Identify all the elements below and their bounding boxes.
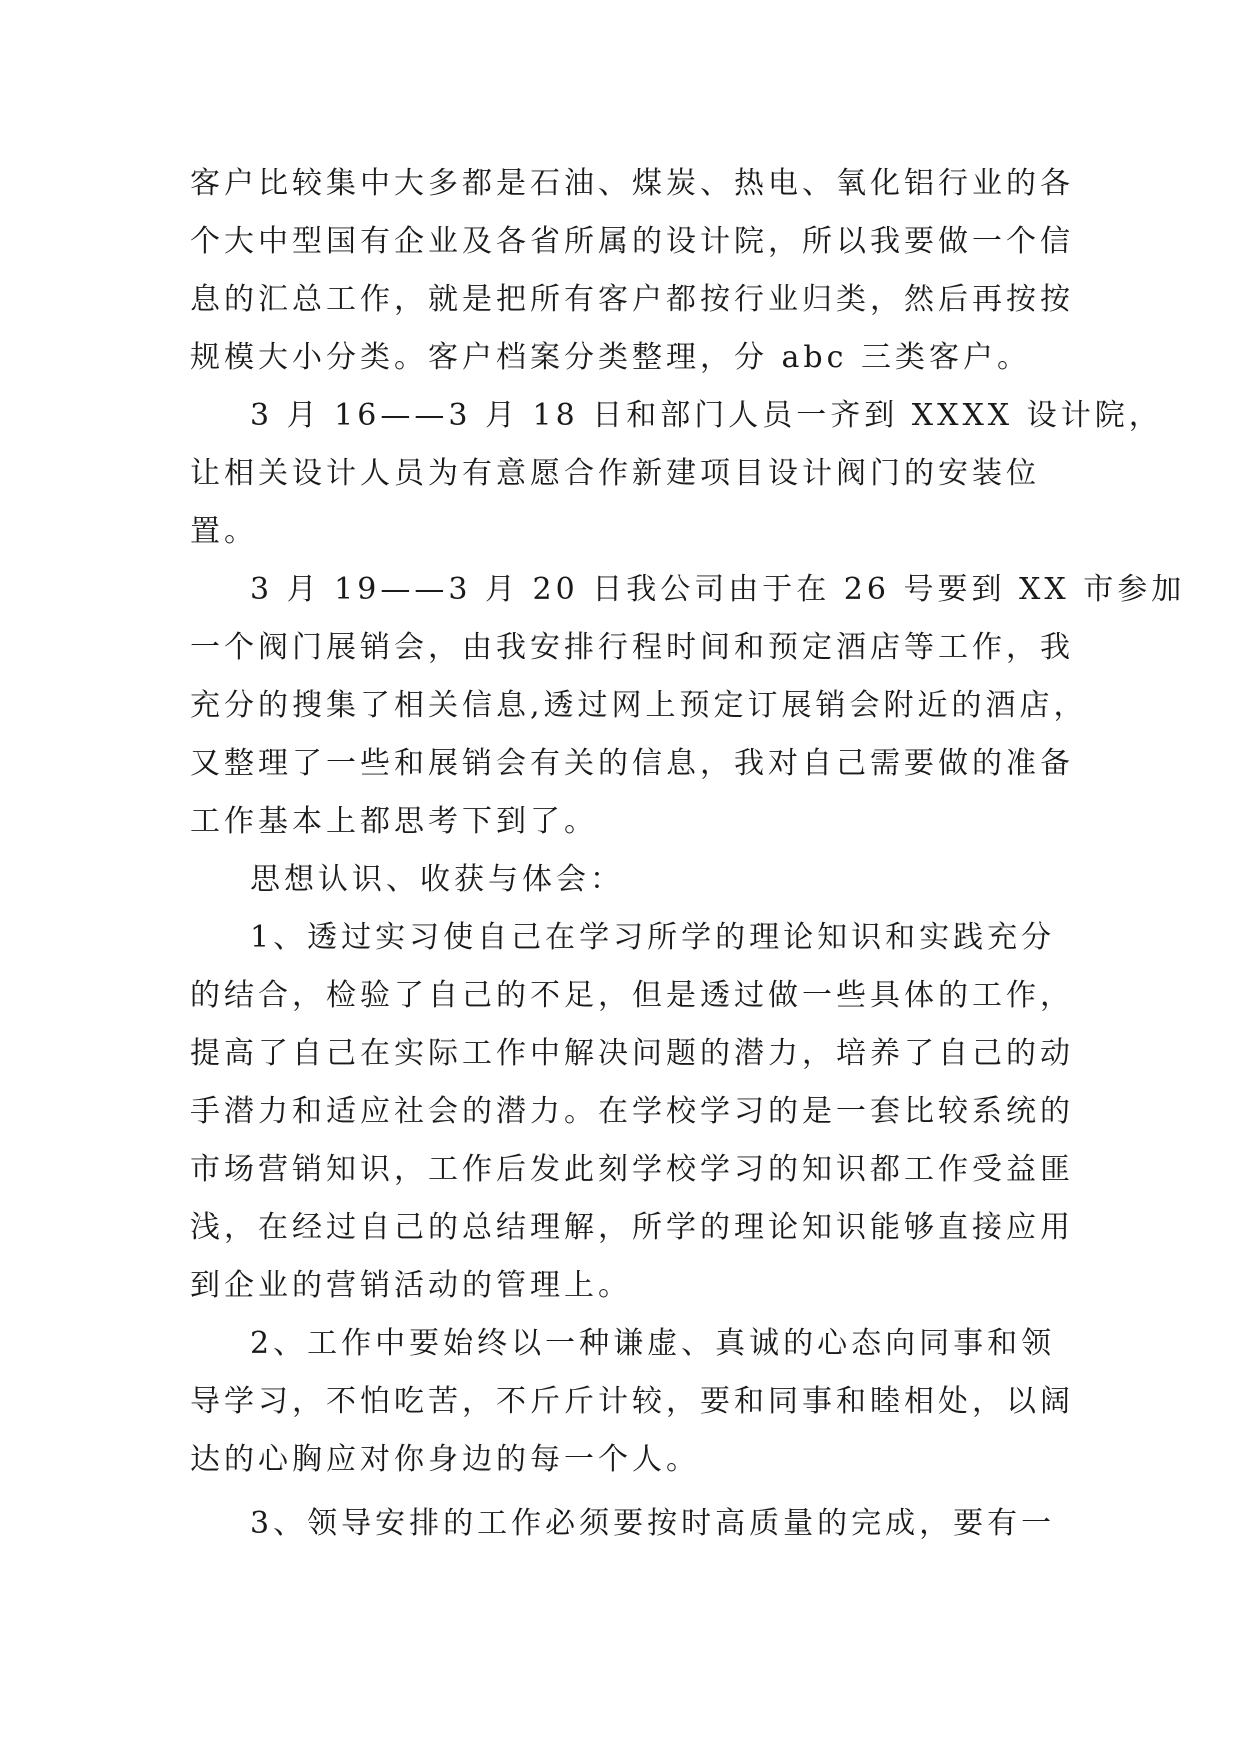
text-line-17: 手潜力和适应社会的潜力。在学校学习的是一套比较系统的 bbox=[190, 1094, 1074, 1129]
text-line-2: 个大中型国有企业及各省所属的设计院，所以我要做一个信 bbox=[190, 224, 1074, 259]
document-body bbox=[190, 155, 1186, 1553]
text-line-5: 3 月 16——3 月 18 日和部门人员一齐到 XXXX 设计院， bbox=[250, 398, 1163, 433]
text-line-23: 达的心胸应对你身边的每一个人。 bbox=[190, 1442, 700, 1477]
text-line-15: 的结合，检验了自己的不足，但是透过做一些具体的工作， bbox=[190, 978, 1074, 1013]
text-line-11: 又整理了一些和展销会有关的信息，我对自己需要做的准备 bbox=[190, 746, 1074, 781]
text-line-7: 置。 bbox=[190, 514, 258, 549]
text-line-4: 规模大小分类。客户档案分类整理，分 abc 三类客户。 bbox=[190, 340, 1031, 375]
text-line-14: 1、透过实习使自己在学习所学的理论知识和实践充分 bbox=[250, 920, 1056, 955]
text-line-22: 导学习，不怕吃苦，不斤斤计较，要和同事和睦相处，以阔 bbox=[190, 1384, 1074, 1419]
text-line-3: 息的汇总工作，就是把所有客户都按行业归类，然后再按按 bbox=[190, 282, 1074, 317]
text-line-16: 提高了自己在实际工作中解决问题的潜力，培养了自己的动 bbox=[190, 1036, 1074, 1071]
text-line-8: 3 月 19——3 月 20 日我公司由于在 26 号要到 XX 市参加 bbox=[250, 572, 1186, 607]
text-line-9: 一个阀门展销会，由我安排行程时间和预定酒店等工作，我 bbox=[190, 630, 1074, 665]
text-line-21: 2、工作中要始终以一种谦虚、真诚的心态向同事和领 bbox=[250, 1326, 1056, 1361]
text-line-10: 充分的搜集了相关信息,透过网上预定订展销会附近的酒店， bbox=[190, 688, 1088, 723]
text-line-1: 客户比较集中大多都是石油、煤炭、热电、氧化铝行业的各 bbox=[190, 166, 1074, 201]
text-line-19: 浅，在经过自己的总结理解，所学的理论知识能够直接应用 bbox=[190, 1210, 1074, 1245]
section-heading: 思想认识、收获与体会： bbox=[250, 862, 624, 897]
text-line-12: 工作基本上都思考下到了。 bbox=[190, 804, 598, 839]
text-line-24: 3、领导安排的工作必须要按时高质量的完成，要有一 bbox=[250, 1506, 1056, 1541]
text-line-6: 让相关设计人员为有意愿合作新建项目设计阀门的安装位 bbox=[190, 456, 1040, 491]
text-line-20: 到企业的营销活动的管理上。 bbox=[190, 1268, 632, 1303]
text-line-18: 市场营销知识，工作后发此刻学校学习的知识都工作受益匪 bbox=[190, 1152, 1074, 1187]
